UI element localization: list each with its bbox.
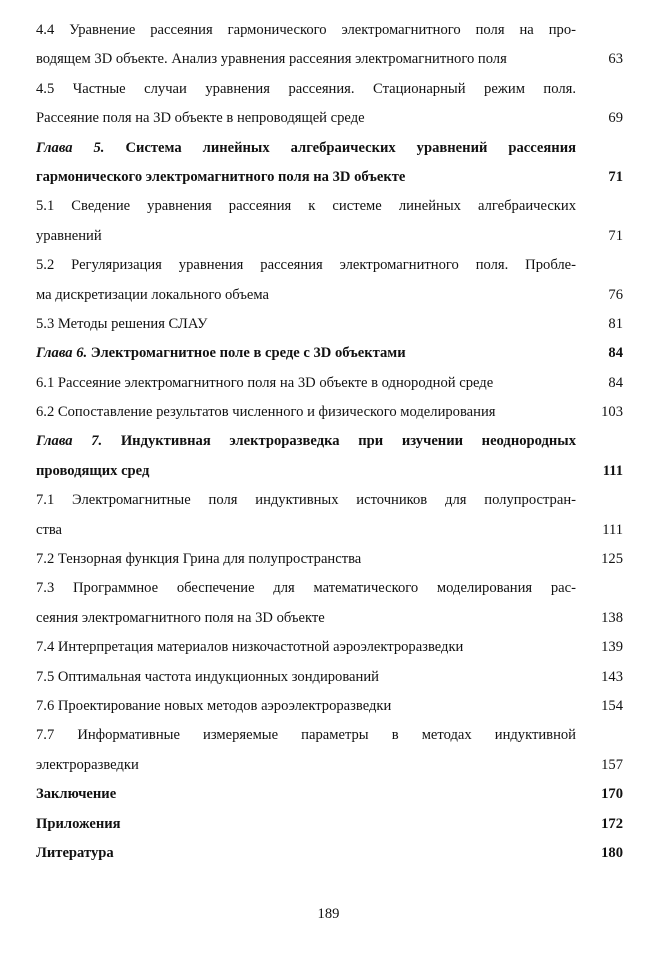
toc-section-entry (36, 16, 626, 75)
toc-page-number: 139 (601, 639, 623, 656)
toc-section-entry (36, 574, 626, 633)
toc-section-entry (36, 721, 626, 780)
toc-entry-text: 4.4 Уравнение рассеяния гармонического электромагнитного поля на про- (36, 22, 576, 38)
toc-entry-line (36, 163, 626, 192)
toc-entry-line (36, 692, 626, 721)
toc-entry-text: Заключение (36, 786, 117, 803)
toc-entry-line (36, 45, 626, 74)
toc-page-number: 71 (608, 227, 623, 244)
toc-section-entry (36, 251, 626, 310)
toc-section-entry (36, 310, 626, 339)
toc-entry-line (36, 457, 626, 486)
toc-entry-line (36, 486, 626, 515)
toc-entry-text: 7.2 Тензорная функция Грина для полупространства (36, 551, 362, 568)
toc-page-number: 84 (608, 374, 623, 391)
toc-entry-text: ма дискретизации локального объема (36, 286, 270, 303)
toc-section-entry (36, 75, 626, 134)
toc-entry-text: Система линейных алгебраических уравнений рассеяния (104, 139, 576, 156)
toc-page-number: 71 (608, 168, 623, 185)
toc-entry-line (36, 310, 626, 339)
toc-section-entry (36, 192, 626, 251)
toc-entry-text: Индуктивная электроразведка при изучении неоднородных (102, 433, 576, 450)
toc-page-number: 84 (608, 345, 623, 362)
toc-chapter-entry (36, 339, 626, 368)
toc-entry-line (36, 633, 626, 662)
toc-chapter-entry (36, 134, 626, 193)
toc-page-number: 180 (601, 844, 623, 861)
toc-section-entry (36, 633, 626, 662)
toc-page-number: 111 (602, 462, 623, 479)
toc-entry-line (36, 16, 626, 45)
toc-entry-text: ства (36, 521, 63, 538)
toc-section-entry (36, 692, 626, 721)
toc-chapter-entry (36, 839, 626, 868)
toc-entry-text: 7.1 Электромагнитные поля индуктивных источников для полупростран- (36, 492, 576, 509)
toc-entry-text: Рассеяние поля на 3D объекте в непроводящей среде (36, 110, 365, 127)
toc-entry-text: гармонического электромагнитного поля на 3D объекте (36, 168, 406, 185)
toc-entry-text: 5.1 Сведение уравнения рассеяния к системе линейных алгебраических (36, 198, 576, 215)
toc-entry-line (36, 398, 626, 427)
toc-entry-text: 7.3 Программное обеспечение для математического моделирования рас- (36, 580, 576, 597)
toc-entry-line (36, 604, 626, 633)
chapter-prefix: Глава 7. (36, 433, 103, 450)
chapter-prefix: Глава 6. (36, 345, 88, 362)
toc-entry-text: 7.7 Информативные измеряемые параметры в методах индуктивной (36, 727, 576, 744)
toc-entry-text: Электромагнитное поле в среде с 3D объектами (87, 345, 406, 362)
toc-section-entry (36, 398, 626, 427)
toc-entry-text: водящем 3D объекте. Анализ уравнения рассеяния электромагнитного поля (36, 51, 507, 68)
toc-entry-text: 6.2 Сопоставление результатов численного и физического моделирования (36, 404, 496, 421)
toc-entry-text: Приложения (36, 815, 121, 832)
chapter-prefix: Глава 5. (36, 139, 105, 156)
toc-chapter-entry (36, 780, 626, 809)
page-number: 189 (317, 906, 340, 922)
toc-page-number: 157 (601, 756, 623, 773)
toc-entry-line (36, 369, 626, 398)
toc-entry-line (36, 281, 626, 310)
toc-section-entry (36, 545, 626, 574)
toc-entry-text: 7.6 Проектирование новых методов аэроэлектроразведки (36, 697, 392, 714)
toc-entry-line (36, 192, 626, 221)
toc-entry-line (36, 721, 626, 750)
toc-entry-line (36, 574, 626, 603)
toc-entry-text: 6.1 Рассеяние электромагнитного поля на 3D объекте в однородной среде (36, 374, 494, 391)
toc-entry-text: 4.5 Частные случаи уравнения рассеяния. Стационарный режим поля. (36, 80, 576, 97)
toc-page-number: 154 (601, 697, 623, 714)
toc-entry-line (36, 75, 626, 104)
toc-page-number: 111 (602, 521, 623, 538)
toc-page-number: 81 (608, 315, 623, 332)
toc-chapter-entry (36, 810, 626, 839)
toc-entry-text: Литература (36, 844, 114, 861)
toc-entry-line (36, 751, 626, 780)
toc-entry-text: 5.2 Регуляризация уравнения рассеяния электромагнитного поля. Пробле- (36, 257, 576, 274)
toc-entry-text: проводящих сред (36, 462, 150, 479)
toc-entry-line (36, 251, 626, 280)
toc-entry-line (36, 545, 626, 574)
toc-entry-line (36, 780, 626, 809)
toc-page-number: 69 (608, 110, 623, 127)
toc-entry-text: 5.3 Методы решения СЛАУ (36, 315, 208, 332)
table-of-contents (36, 16, 626, 868)
toc-entry-line (36, 427, 626, 456)
toc-page-number: 76 (608, 286, 623, 303)
toc-entry-line (36, 339, 626, 368)
toc-entry-text: электроразведки (36, 756, 139, 773)
toc-page-number: 172 (601, 815, 623, 832)
toc-entry-text: 7.5 Оптимальная частота индукционных зондирований (36, 668, 379, 685)
toc-page-number: 138 (601, 609, 623, 626)
toc-page-number: 125 (601, 551, 623, 568)
toc-entry-line (36, 222, 626, 251)
toc-page-number: 170 (601, 786, 623, 803)
toc-entry-text: 7.4 Интерпретация материалов низкочастотной аэроэлектроразведки (36, 639, 464, 656)
toc-section-entry (36, 369, 626, 398)
toc-entry-text: сеяния электромагнитного поля на 3D объекте (36, 609, 325, 626)
toc-entry-line (36, 516, 626, 545)
toc-section-entry (36, 663, 626, 692)
toc-entry-line (36, 810, 626, 839)
toc-entry-line (36, 104, 626, 133)
toc-page-number: 63 (608, 51, 623, 68)
toc-entry-line (36, 134, 626, 163)
toc-section-entry (36, 486, 626, 545)
toc-page-number: 143 (601, 668, 623, 685)
toc-entry-line (36, 839, 626, 868)
toc-entry-line (36, 663, 626, 692)
toc-chapter-entry (36, 427, 626, 486)
toc-entry-text: уравнений (36, 227, 102, 244)
toc-page-number: 103 (601, 404, 623, 421)
